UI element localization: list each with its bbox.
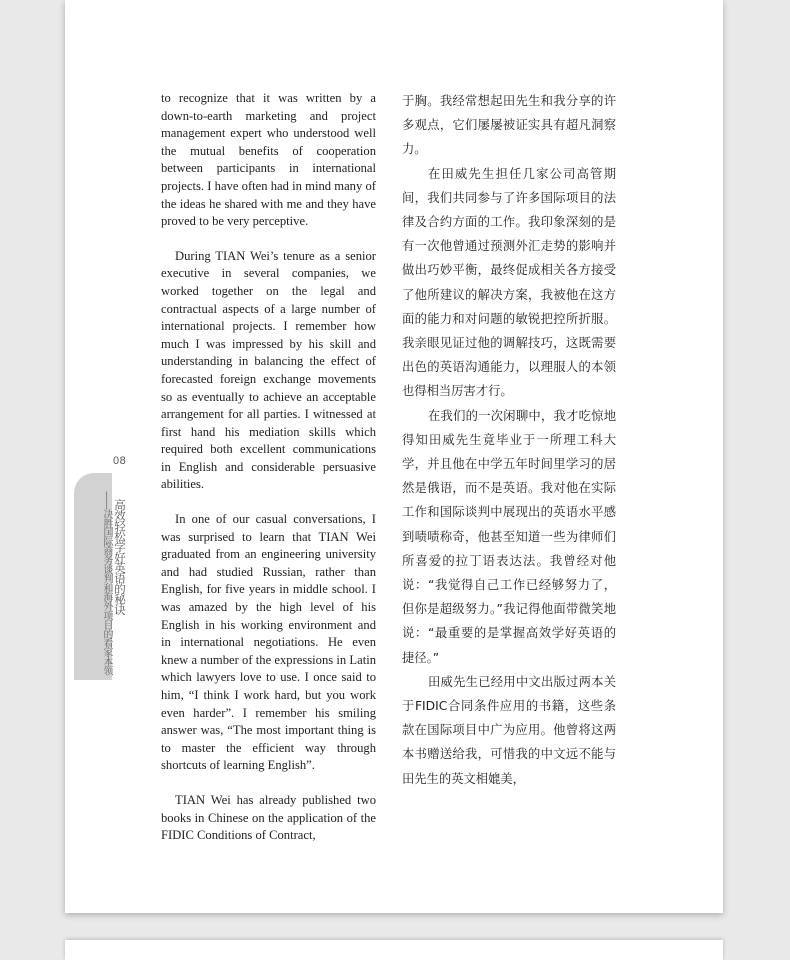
english-paragraph: TIAN Wei has already published two books in Chinese on the application of the FIDIC Conditions of Contract,	[161, 792, 376, 843]
side-tab-title: 高效轻松学好英语的秘诀	[113, 499, 127, 615]
chinese-text-column	[402, 89, 616, 791]
page-number: 08	[113, 455, 127, 467]
chinese-paragraph: 于胸。我经常想起田先生和我分享的许多观点，它们屡屡被证实具有超凡洞察力。	[402, 94, 616, 157]
english-paragraph: In one of our casual conversations, I was surprised to learn that TIAN Wei graduated from an engineering university and had studied Russian, rather than English, for five years in middle school. I was amazed by the high level of his English in his working environment and in international negotiations. He even knew a number of the expressions in Latin which lawyers love to use. I once said to him, “I think I work hard, but you work even harder”. I remember his smiling answer was, “The most important thing is to master the efficient way through shortcuts of learning English”.	[161, 512, 376, 773]
english-paragraph: to recognize that it was written by a down-to-earth marketing and project management expert who understood well the mutual benefits of cooperation between participants in international projects. I have often had in mind many of the ideas he shared with me and they have proved to be very perceptive.	[161, 91, 376, 229]
chinese-paragraph: 田威先生已经用中文出版过两本关于FIDIC合同条件应用的书籍，这些条款在国际项目中广为应用。他曾将这两本书赠送给我，可惜我的中文远不能与田先生的英文相媲美，	[402, 674, 616, 786]
english-text-column	[161, 90, 376, 862]
side-tab-subtitle: ——决胜国际商务谈判和海外项目的看家本领	[101, 491, 112, 676]
english-paragraph: During TIAN Wei’s tenure as a senior executive in several companies, we worked together on the legal and contractual aspects of a large number of international projects. I remember how much I was impressed by his skill and understanding in balancing the effect of forecasted foreign exchange movements so as eventually to achieve an acceptable arrangement for all parties. I witnessed at first hand his mediation skills which required both excellent communications in English and considerable persuasive abilities.	[161, 248, 376, 492]
next-page-edge	[65, 940, 723, 960]
chinese-paragraph: 在我们的一次闲聊中，我才吃惊地得知田威先生竟毕业于一所理工科大学，并且他在中学五年时间里学习的居然是俄语，而不是英语。我对他在实际工作和国际谈判中展现出的英语水平感到啧啧称奇，他甚至知道一些为律师们所喜爱的拉丁语表达法。我曾经对他说：“我觉得自己工作已经够努力了，但你是超级努力。”我记得他面带微笑地说：“最重要的是掌握高效学好英语的捷径。”	[402, 408, 616, 665]
chinese-paragraph: 在田威先生担任几家公司高管期间，我们共同参与了许多国际项目的法律及合约方面的工作。我印象深刻的是有一次他曾通过预测外汇走势的影响并做出巧妙平衡，最终促成相关各方接受了他所建议的解决方案，我被他在这方面的能力和对问题的敏锐把控所折服。我亲眼见证过他的调解技巧，这既需要出色的英语沟通能力，以理服人的本领也得相当厉害才行。	[402, 166, 616, 399]
